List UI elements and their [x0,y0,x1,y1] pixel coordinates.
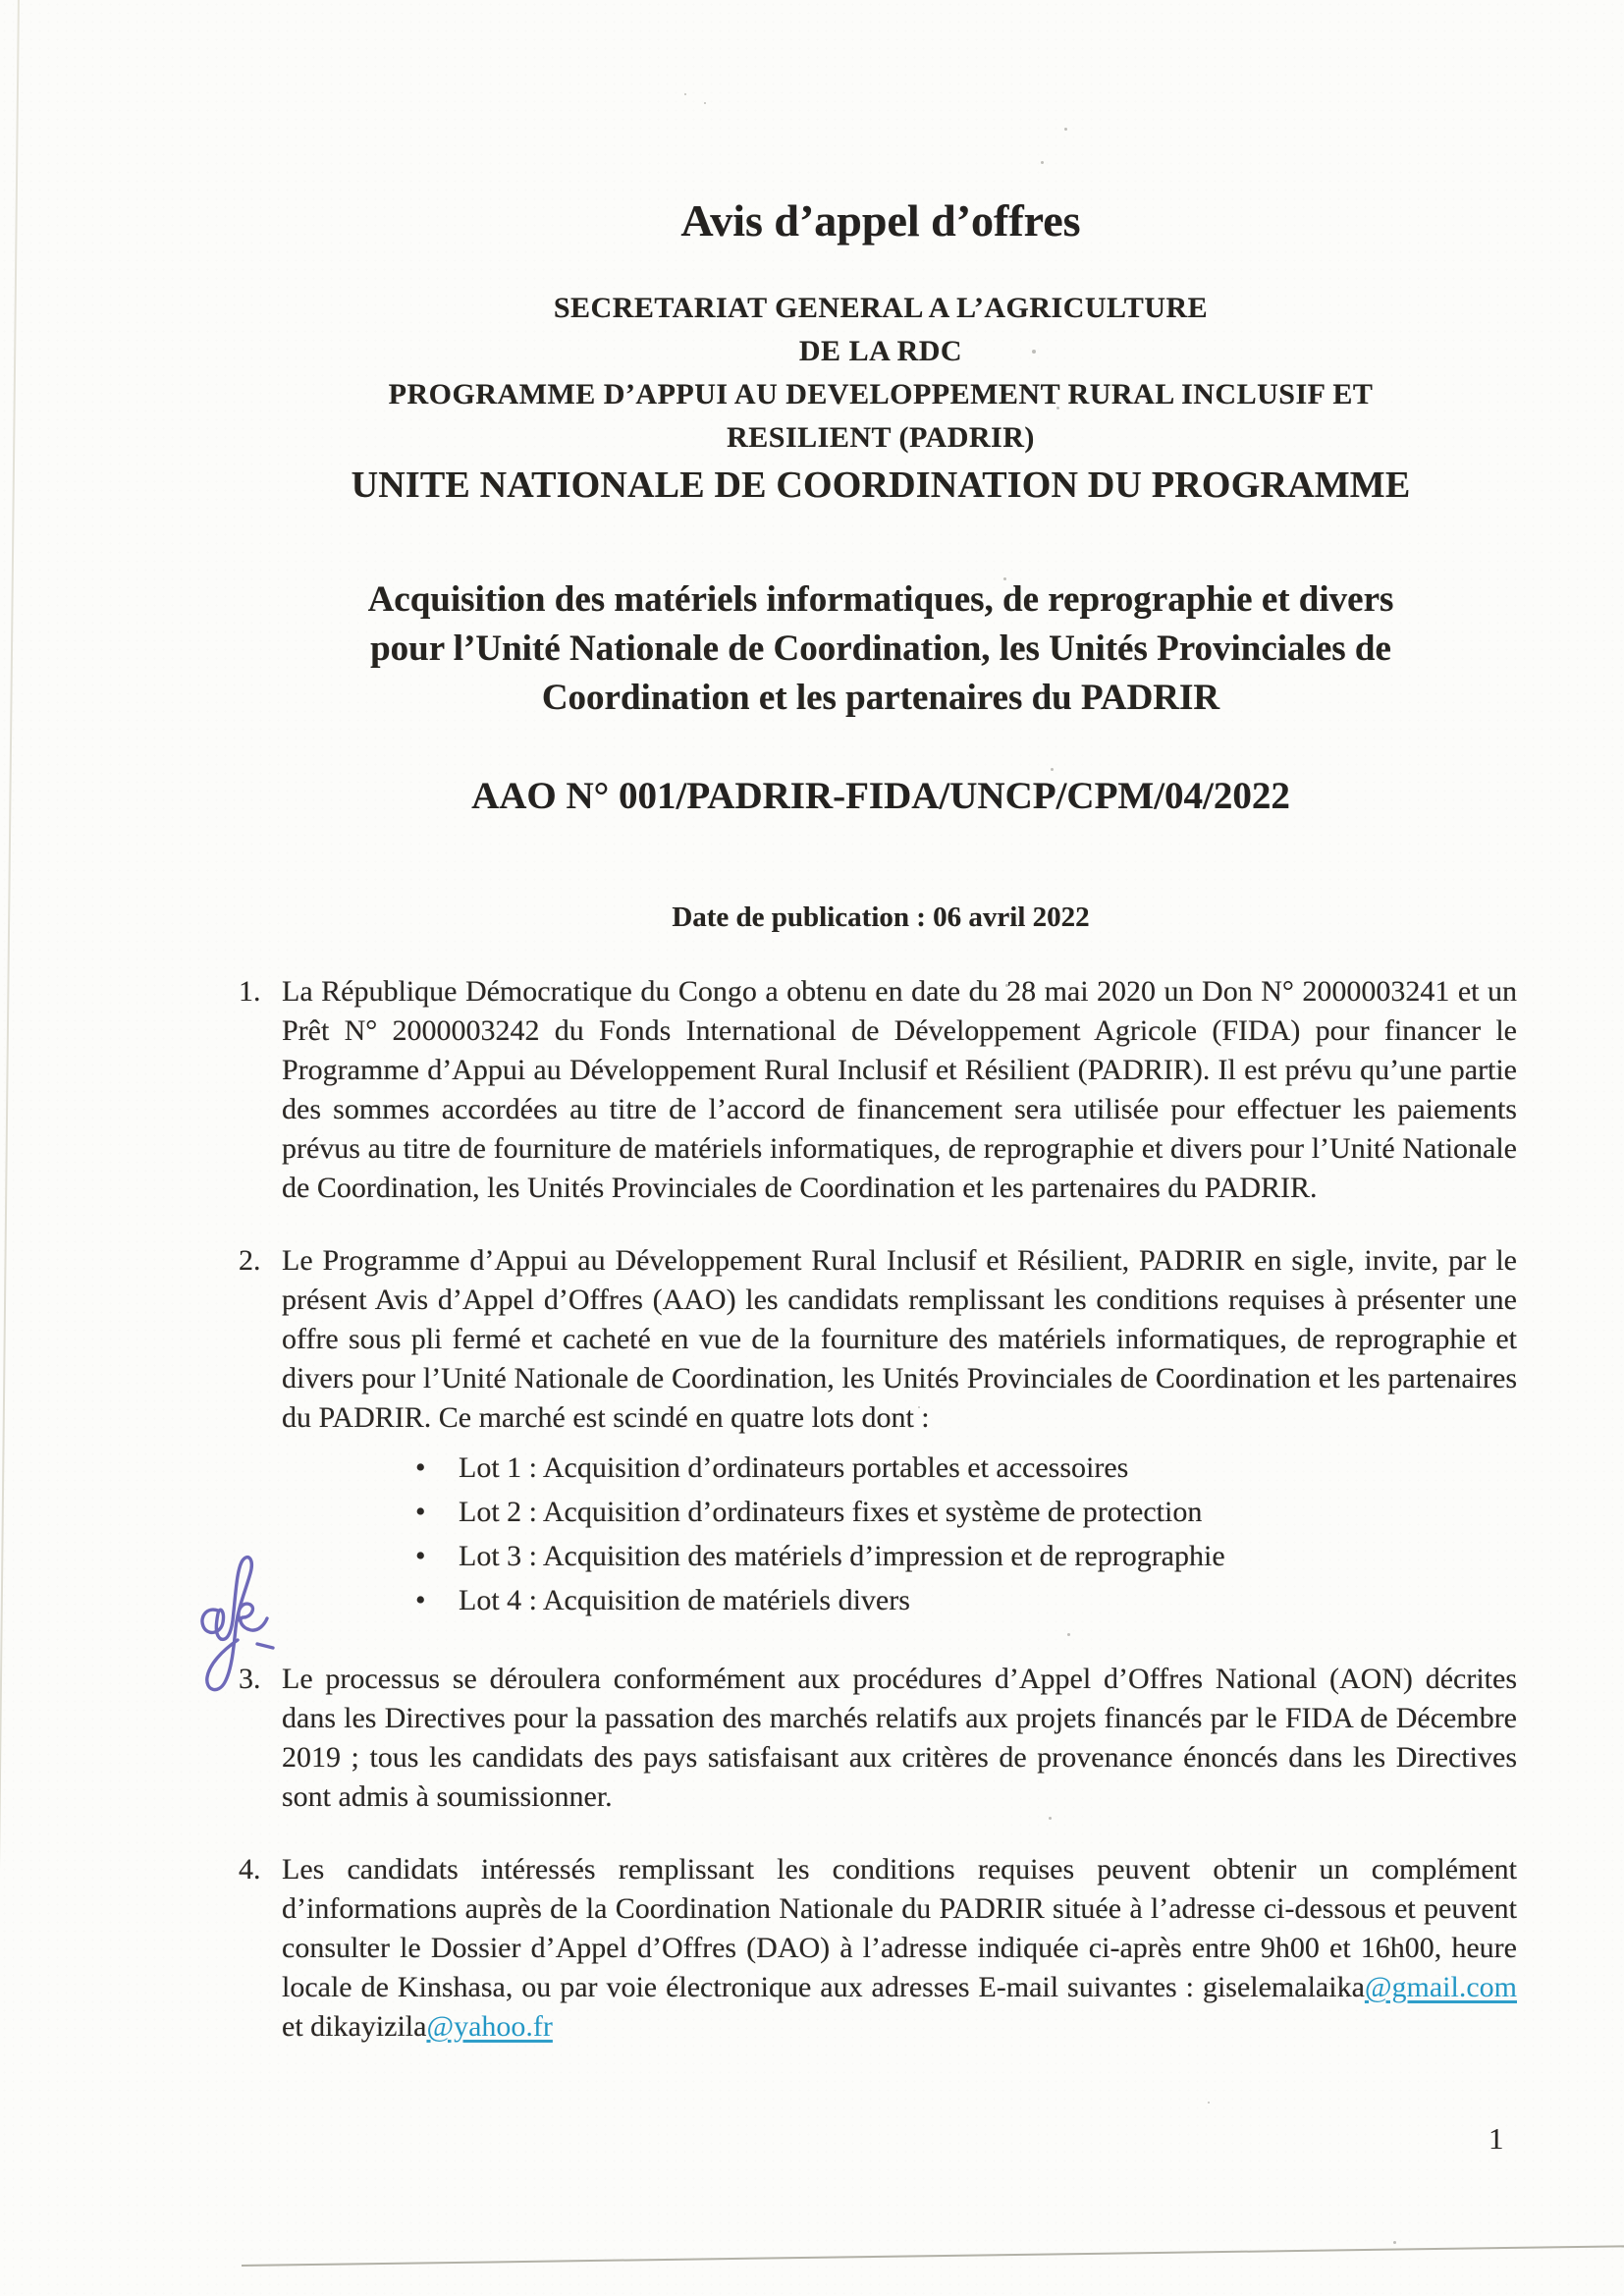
subject-line-2: pour l’Unité Nationale de Coordination, les Unités Provinciales de [370,629,1391,669]
item-number-3: 3. [239,1663,261,1695]
organization-header [137,287,1624,509]
subject-line-1: Acquisition des matériels informatiques, de reprographie et divers [367,579,1394,620]
scan-speck [1208,2102,1210,2104]
org-line-programme: PROGRAMME D’APPUI AU DEVELOPPEMENT RURAL INCLUSIF ET [388,378,1374,410]
scan-speck [684,93,686,95]
document-body [239,972,1517,2047]
paragraph-4-lead-text: Les candidats intéressés remplissant les conditions requises peuvent obtenir un complément d’informations auprès de la Coordination Nationale du PADRIR située à l’adresse ci-dessous et peuvent consulter le Dossier d’Appel d’Offres (DAO) à l’adresse indiquée ci-après entre 9h00 et 16h00, heure locale de Kinshasa, ou par voie électronique aux adresses E-mail suivantes : [282,1853,1517,2003]
scan-speck [1064,128,1067,131]
scan-speck [1051,768,1054,771]
lot-1-label: Lot 1 : Acquisition d’ordinateurs portables et accessoires [459,1451,1129,1484]
lot-3-label: Lot 3 : Acquisition des matériels d’impression et de reprographie [459,1540,1225,1572]
scan-speck [1393,2241,1396,2244]
org-line-country: DE LA RDC [798,335,963,367]
email-1-user: giselemalaika [1202,1971,1365,2003]
email-1-domain-link[interactable]: @gmail.com [1364,1971,1517,2003]
lot-item-2 [415,1490,1517,1534]
email-separator: et [282,2010,311,2043]
handwritten-initials-drawing [194,1552,289,1699]
numbered-paragraph-3 [239,1660,1517,1817]
subject-line-3: Coordination et les partenaires du PADRIR [541,678,1220,718]
paragraph-3-text: Le processus se déroulera conformément aux procédures d’Appel d’Offres National (AON) décrites dans les Directives pour la passation des marchés relatifs aux projets financés par le FIDA de Décembre 2019 ; tous les candidats des pays satisfaisant aux critères de provenance énoncés dans les Directives sont admis à soumissionner. [282,1663,1517,1813]
email-2-domain-link[interactable]: @yahoo.fr [426,2010,553,2043]
numbered-paragraph-1 [239,972,1517,1208]
org-line-resilient: RESILIENT (PADRIR) [727,421,1035,454]
item-number-1: 1. [239,975,261,1008]
numbered-paragraph-2 [239,1241,1517,1622]
tender-subject-title [137,575,1624,723]
lots-list [282,1446,1517,1622]
email-2-user: dikayizila [310,2010,427,2043]
lot-4-label: Lot 4 : Acquisition de matériels divers [459,1584,910,1616]
scan-artifact-line [242,2245,1624,2267]
page-number: 1 [1489,2121,1504,2156]
lot-item-3 [415,1534,1517,1578]
paragraph-1-text: La République Démocratique du Congo a obtenu en date du 28 mai 2020 un Don N° 2000003241 et un Prêt N° 2000003242 du Fonds International de Développement Agricole (FIDA) pour financer le Programme d’Appui au Développement Rural Inclusif et Résilient (PADRIR). Il est prévu qu’une partie des sommes accordées au titre de l’accord de financement sera utilisée pour effectuer les paiements prévus au titre de fourniture de matériels informatiques, de reprographie et divers pour l’Unité Nationale de Coordination, les Unités Provinciales de Coordination et les partenaires du PADRIR. [282,975,1517,1204]
publication-date: Date de publication : 06 avril 2022 [672,902,1090,933]
lot-item-1 [415,1446,1517,1490]
org-line-secretariat: SECRETARIAT GENERAL A L’AGRICULTURE [553,292,1209,324]
numbered-paragraph-4 [239,1850,1517,2047]
org-unit-line: UNITE NATIONALE DE COORDINATION DU PROGRAMME [351,465,1411,506]
scan-speck [704,102,706,104]
lot-2-label: Lot 2 : Acquisition d’ordinateurs fixes et système de protection [459,1496,1203,1528]
item-number-4: 4. [239,1853,261,1886]
tender-reference-number: AAO N° 001/PADRIR-FIDA/UNCP/CPM/04/2022 [471,775,1290,817]
paragraph-2-text: Le Programme d’Appui au Développement Rural Inclusif et Résilient, PADRIR en sigle, invite, par le présent Avis d’Appel d’Offres (AAO) les candidats remplissant les conditions requises à présenter une offre sous pli fermé et cacheté en vue de la fourniture des matériels informatiques, de reprographie et divers pour l’Unité Nationale de Coordination, les Unités Provinciales de Coordination et les partenaires du PADRIR. Ce marché est scindé en quatre lots dont : [282,1244,1517,1434]
document-title: Avis d’appel d’offres [680,195,1081,246]
lot-item-4 [415,1578,1517,1622]
paragraph-4-text [282,1850,1517,2047]
handwritten-initials [194,1552,289,1699]
scan-speck [1041,161,1044,164]
scan-edge-line [0,0,20,2296]
item-number-2: 2. [239,1244,261,1277]
